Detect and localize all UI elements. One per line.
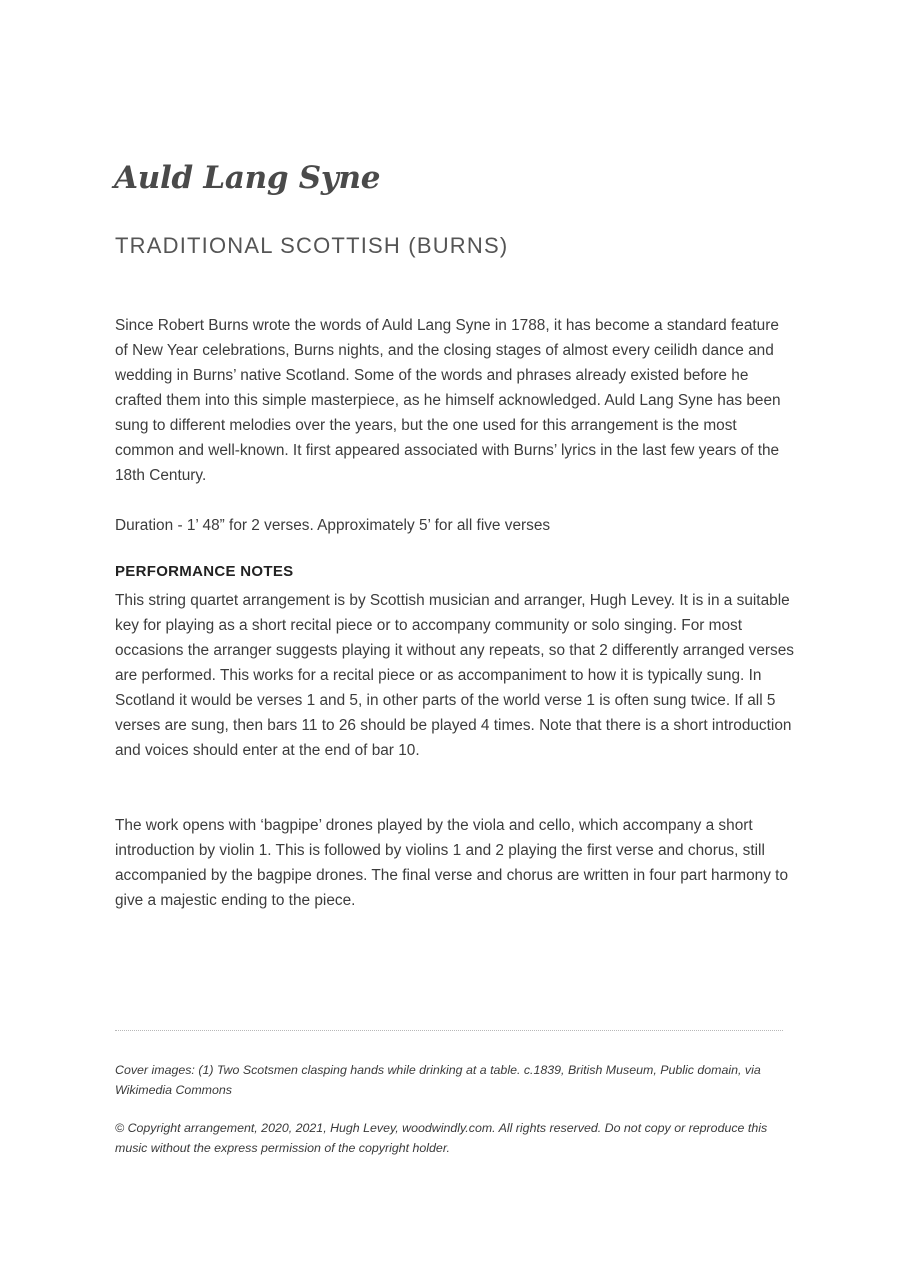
performance-paragraph-2: The work opens with ‘bagpipe’ drones played by the viola and cello, which accompany a short introduction by violin 1. This is followed by violins 1 and 2 playing the first verse and chorus, still accompanied by the bagpipe drones. The final verse and chorus are written in four part harmony to give a majestic ending to the piece. [115, 817, 789, 909]
cover-image-credit: Cover images: (1) Two Scotsmen clasping hands while drinking at a table. c.1839, British Museum, Public domain, via Wikimedia Commons [115, 1063, 761, 1097]
performance-notes-section-2 [115, 813, 795, 913]
duration-text: Duration - 1’ 48” for 2 verses. Approximately 5’ for all five verses [115, 517, 551, 534]
copyright-notice: © Copyright arrangement, 2020, 2021, Hugh Levey, woodwindly.com. All rights reserved. Do not copy or reproduce this music without the express permission of the copyright holder. [115, 1121, 768, 1155]
performance-paragraph-1: This string quartet arrangement is by Scottish musician and arranger, Hugh Levey. It is in a suitable key for playing as a short recital piece or to accompany community or solo singing. For most occasions the arranger suggests playing it without any repeats, so that 2 differently arranged verses are performed. This works for a recital piece or as accompaniment to how it is typically sung. In Scotland it would be verses 1 and 5, in other parts of the world verse 1 is often sung twice. If all 5 verses are sung, then bars 11 to 26 should be played 4 times. Note that there is a short introduction and voices should enter at the end of bar 10. [115, 592, 794, 759]
intro-section [115, 313, 795, 488]
page-subtitle: TRADITIONAL SCOTTISH (BURNS) [115, 233, 509, 258]
performance-notes-heading: PERFORMANCE NOTES [115, 563, 294, 580]
intro-paragraph: Since Robert Burns wrote the words of Auld Lang Syne in 1788, it has become a standard feature of New Year celebrations, Burns nights, and the closing stages of almost every ceilidh dance and wedding in Burns’ native Scotland. Some of the words and phrases already existed before he crafted them into this simple masterpiece, as he himself acknowledged. Auld Lang Syne has been sung to different melodies over the years, but the one used for this arrangement is the most common and well-known. It first appeared associated with Burns’ lyrics in the last few years of the 18th Century. [115, 317, 781, 484]
duration-section [115, 513, 795, 538]
performance-notes-section [115, 588, 795, 763]
footer-divider [115, 1030, 783, 1031]
page-title: Auld Lang Syne [114, 160, 381, 196]
